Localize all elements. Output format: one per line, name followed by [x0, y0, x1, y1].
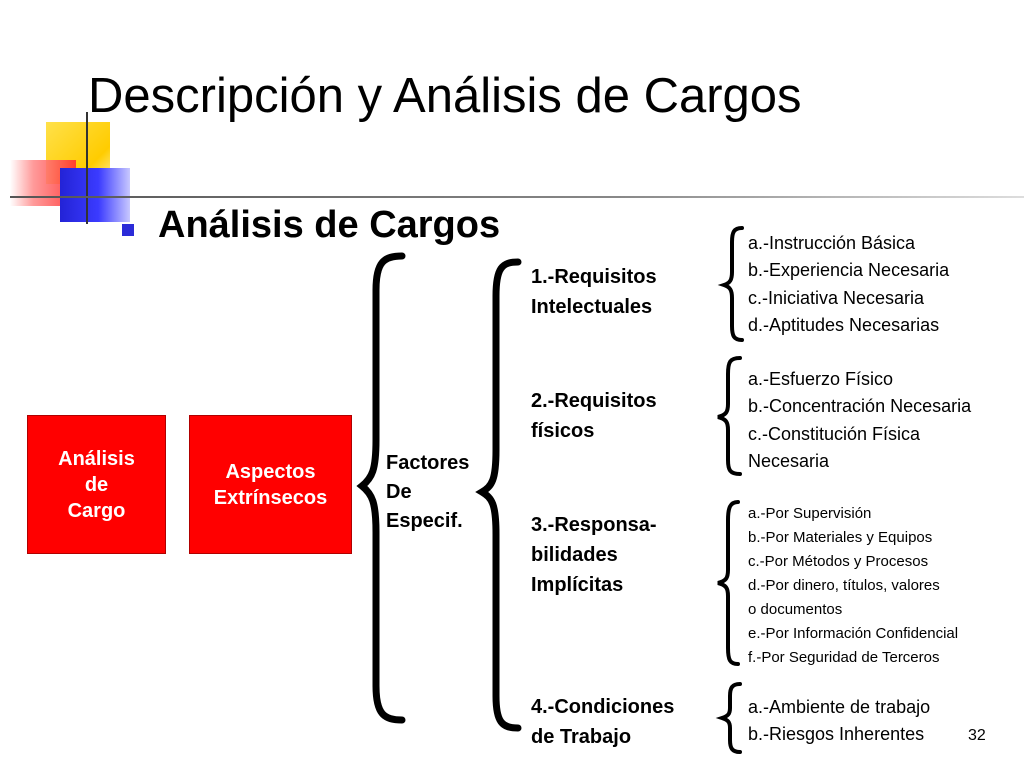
- category-items-list: a.-Por Supervisión b.-Por Materiales y Equipos c.-Por Métodos y Procesos d.-Por dinero, títulos, valores o documentos e.-Por Información Confidencial f.-Por Seguridad de Terceros: [748, 505, 959, 666]
- brace-condiciones: [722, 684, 740, 752]
- brace-requisitos-fisicos: [718, 358, 740, 474]
- brace-requisitos-intelectuales: [724, 228, 742, 340]
- factores-label: Factores De Especif.: [386, 452, 470, 532]
- category-label: 3.-Responsa- bilidades Implícitas: [531, 514, 657, 596]
- slide-title: Descripción y Análisis de Cargos: [88, 69, 802, 123]
- category-items-list: a.-Esfuerzo Físico b.-Concentración Necesaria c.-Constitución Física Necesaria: [748, 369, 972, 471]
- category-label: 1.-Requisitos Intelectuales: [531, 266, 657, 318]
- analisis-de-cargo-label: Análisis de Cargo: [58, 447, 135, 522]
- brace-categorias: [482, 262, 518, 728]
- category-label: 4.-Condiciones de Trabajo: [531, 696, 675, 748]
- category-items-list: a.-Instrucción Básica b.-Experiencia Necesaria c.-Iniciativa Necesaria d.-Aptitudes Necesarias: [748, 233, 950, 335]
- slide-subtitle: Análisis de Cargos: [158, 204, 501, 246]
- page-number: 32: [968, 727, 986, 744]
- category-items-list: a.-Ambiente de trabajo b.-Riesgos Inherentes: [748, 697, 931, 745]
- aspectos-extrinsecos-label: Aspectos Extrínsecos: [213, 460, 328, 509]
- brace-responsabilidades: [718, 502, 738, 664]
- category-label: 2.-Requisitos físicos: [531, 390, 657, 442]
